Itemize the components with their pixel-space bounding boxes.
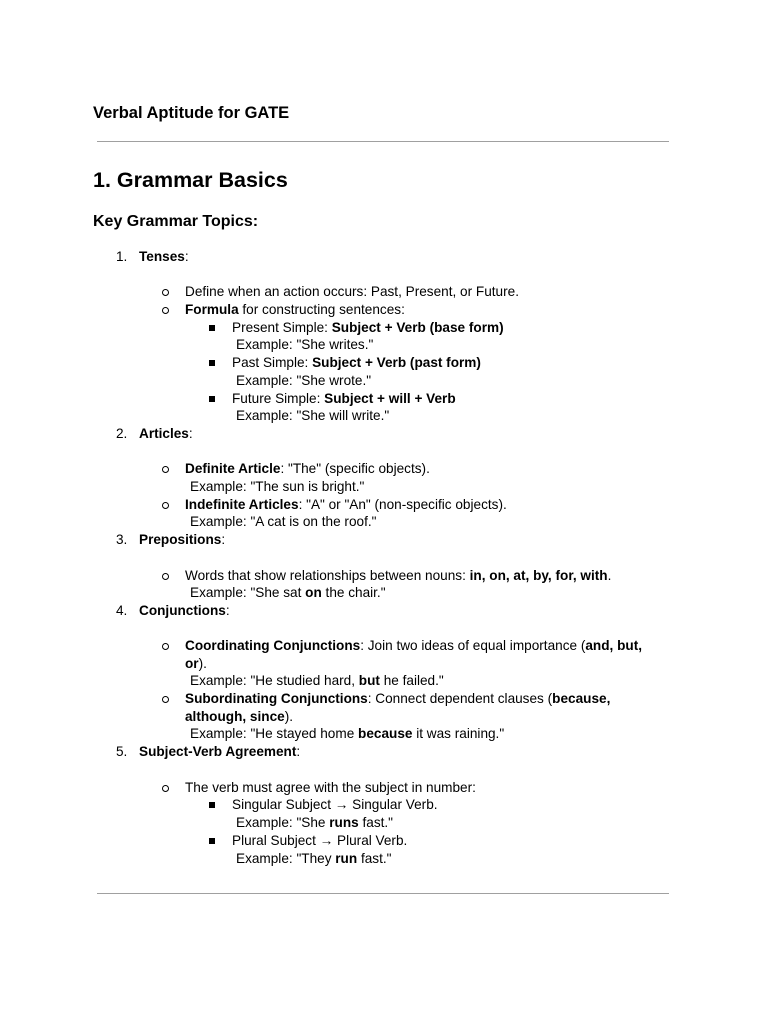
topic-title: Tenses xyxy=(139,249,185,264)
topic-title-line: Subject-Verb Agreement: xyxy=(139,744,301,759)
list-item xyxy=(185,690,610,707)
document-title: Verbal Aptitude for GATE xyxy=(93,104,290,122)
example-bold: run xyxy=(335,851,358,866)
example-post: the chair." xyxy=(321,585,386,600)
item-end: . xyxy=(607,568,612,583)
bold-term: although, since xyxy=(185,709,285,724)
list-item xyxy=(185,301,405,318)
square-bullet-icon xyxy=(209,360,215,366)
item-text: Words that show relationships between nouns: xyxy=(185,568,470,583)
bold-term: Coordinating Conjunctions xyxy=(185,638,361,653)
example-pre: Example: "She xyxy=(236,815,330,830)
formula: Subject + Verb (past form) xyxy=(312,355,481,370)
example-bold: because xyxy=(358,726,413,741)
example-bold: on xyxy=(305,585,322,600)
example-text: Example: "She will write." xyxy=(236,408,390,423)
example-post: it was raining." xyxy=(412,726,505,741)
formula: Subject + will + Verb xyxy=(324,391,456,406)
list-number: 4. xyxy=(116,603,128,618)
square-bullet-icon xyxy=(209,396,215,402)
item-label: Past Simple: xyxy=(232,355,313,370)
item-text: : Connect dependent clauses ( xyxy=(367,691,553,706)
formula: Subject + Verb (base form) xyxy=(331,320,504,335)
bottom-divider xyxy=(97,893,669,894)
topic-title-line: Prepositions: xyxy=(139,532,226,547)
sub-list-item: Plural Subject → Plural Verb. xyxy=(232,833,408,848)
hollow-bullet-icon xyxy=(162,289,169,296)
example-pre: Example: "He studied hard, xyxy=(190,673,359,688)
bold-term: Subordinating Conjunctions xyxy=(185,691,368,706)
example-text: Example: "She wrote." xyxy=(236,373,372,388)
item-label: Future Simple: xyxy=(232,391,325,406)
bold-term: Definite Article xyxy=(185,461,281,476)
sub-list-item xyxy=(232,319,504,336)
example-post: he failed." xyxy=(379,673,444,688)
hollow-bullet-icon xyxy=(162,785,169,792)
square-bullet-icon xyxy=(209,838,215,844)
example-text xyxy=(190,725,504,742)
topic-title: Conjunctions xyxy=(139,603,226,618)
list-item xyxy=(185,460,430,477)
hollow-bullet-icon xyxy=(162,643,169,650)
sub-list-item xyxy=(232,354,481,371)
hollow-bullet-icon xyxy=(162,466,169,473)
bold-term: or xyxy=(185,656,199,671)
bold-term: and, but, xyxy=(585,638,643,653)
topic-title-line: Articles: xyxy=(139,426,193,441)
example-pre: Example: "They xyxy=(236,851,336,866)
example-pre: Example: "He stayed home xyxy=(190,726,359,741)
square-bullet-icon xyxy=(209,325,215,331)
subheading: Key Grammar Topics: xyxy=(93,213,259,230)
section-heading: 1. Grammar Basics xyxy=(93,168,288,192)
example-text xyxy=(190,584,386,601)
example-bold: runs xyxy=(329,815,359,830)
example-text: Example: "The sun is bright." xyxy=(190,479,365,494)
list-number: 2. xyxy=(116,426,128,441)
list-item xyxy=(185,637,642,654)
example-bold: but xyxy=(358,673,380,688)
sub-list-item: Singular Subject → Singular Verb. xyxy=(232,797,438,812)
bold-term: Indefinite Articles xyxy=(185,497,299,512)
hollow-bullet-icon xyxy=(162,696,169,703)
item-text: for constructing sentences: xyxy=(238,302,405,317)
bold-term: because, xyxy=(552,691,611,706)
item-end: ). xyxy=(284,709,294,724)
example-text xyxy=(236,814,393,831)
list-number: 1. xyxy=(116,249,128,264)
hollow-bullet-icon xyxy=(162,573,169,580)
topic-title: Prepositions xyxy=(139,532,222,547)
topic-title-line: Tenses: xyxy=(139,249,189,264)
list-item: Define when an action occurs: Past, Present, or Future. xyxy=(185,284,519,299)
sub-list-item xyxy=(232,390,456,407)
topic-title-line: Conjunctions: xyxy=(139,603,230,618)
example-post: fast." xyxy=(357,851,392,866)
example-text xyxy=(236,850,391,867)
item-text: : "A" or "An" (non-specific objects). xyxy=(298,497,507,512)
item-end: ). xyxy=(198,656,207,671)
item-text: : Join two ideas of equal importance ( xyxy=(360,638,586,653)
list-item xyxy=(185,567,611,584)
list-number: 3. xyxy=(116,532,128,547)
hollow-bullet-icon xyxy=(162,307,169,314)
list-item: The verb must agree with the subject in number: xyxy=(185,780,476,795)
example-text: Example: "She writes." xyxy=(236,337,374,352)
example-text: Example: "A cat is on the roof." xyxy=(190,514,377,529)
example-pre: Example: "She sat xyxy=(190,585,306,600)
square-bullet-icon xyxy=(209,802,215,808)
list-item-continued xyxy=(185,708,293,725)
example-text xyxy=(190,672,444,689)
topic-title: Articles xyxy=(139,426,189,441)
example-post: fast." xyxy=(358,815,393,830)
list-number: 5. xyxy=(116,744,128,759)
list-item-continued xyxy=(185,655,207,672)
topic-title: Subject-Verb Agreement xyxy=(139,744,297,759)
list-item xyxy=(185,496,507,513)
item-label: Present Simple: xyxy=(232,320,332,335)
hollow-bullet-icon xyxy=(162,502,169,509)
bold-term: in, on, at, by, for, with xyxy=(469,568,608,583)
top-divider xyxy=(97,141,669,142)
bold-term: Formula xyxy=(185,302,239,317)
item-text: : "The" (specific objects). xyxy=(280,461,430,476)
